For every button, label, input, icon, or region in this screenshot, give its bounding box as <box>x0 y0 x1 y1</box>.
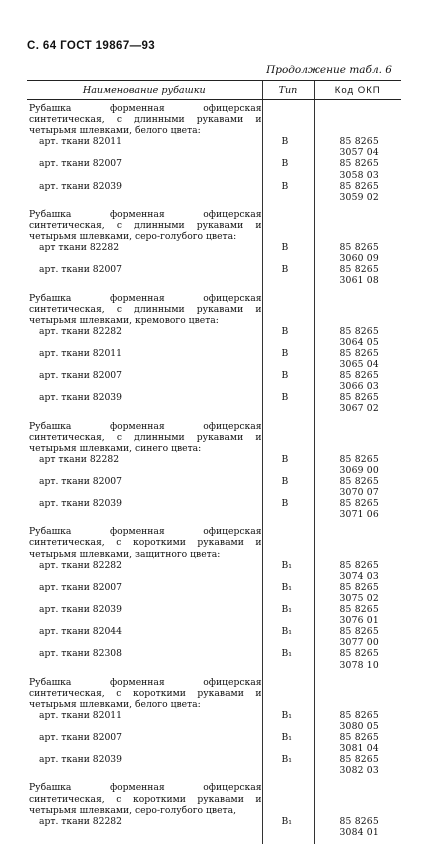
shirt-type: В₁ <box>262 560 314 582</box>
shirt-type: В₁ <box>262 604 314 626</box>
shirt-type: В <box>262 348 314 370</box>
group-description: Рубашка форменная офицерская синтетическая, с длинными рукавами и четырьмя шлевками, серо-голубого цвета: <box>29 208 262 243</box>
table-row <box>27 582 401 604</box>
fabric-article: арт. ткани 82007 <box>39 264 122 276</box>
okp-code: 85 8265 3057 04 <box>314 136 401 158</box>
okp-code: 85 8265 3067 02 <box>314 392 401 420</box>
okp-code: 85 8265 3058 03 <box>314 158 401 180</box>
shirt-type: В₁ <box>262 582 314 604</box>
group-description-row <box>27 293 401 326</box>
group-description: Рубашка форменная офицерская синтетическая, с короткими рукавами и четырьмя шлевками, белого цвета: <box>29 676 262 710</box>
fabric-article: арт. ткани 82282 <box>39 325 122 337</box>
shirt-type: В₁ <box>262 710 314 732</box>
shirt-type: В <box>262 326 314 348</box>
okp-code: 85 8265 3065 04 <box>314 348 401 370</box>
group-description-row <box>27 782 401 815</box>
fabric-article: арт. ткани 82007 <box>39 732 122 744</box>
fabric-article: арт. ткани 82039 <box>39 754 122 766</box>
shirt-type: В <box>262 392 314 420</box>
okp-code: 85 8265 3078 10 <box>314 648 401 676</box>
table-row <box>27 604 401 626</box>
okp-code: 85 8265 3076 01 <box>314 604 401 626</box>
column-header-name: Наименование рубашки <box>27 81 262 100</box>
fabric-article: арт ткани 82282 <box>39 242 120 254</box>
fabric-article: арт. ткани 82011 <box>39 347 122 359</box>
okp-code: 85 8265 3064 05 <box>314 326 401 348</box>
shirt-type: В <box>262 181 314 209</box>
group-description: Рубашка форменная офицерская синтетическая, с длинными рукавами и четырьмя шлевками, белого цвета: <box>29 103 262 137</box>
shirt-type: В <box>262 136 314 158</box>
okp-code: 85 8265 3066 03 <box>314 370 401 392</box>
okp-code: 85 8265 3084 01 <box>314 816 401 844</box>
shirt-type: В₁ <box>262 754 314 782</box>
table-row <box>27 392 401 420</box>
group-description: Рубашка форменная офицерская синтетическая, с длинными рукавами и четырьмя шлевками, кремового цвета: <box>29 292 262 326</box>
group-description: Рубашка форменная офицерская синтетическая, с короткими рукавами и четырьмя шлевками, защитного цвета: <box>29 526 262 560</box>
table-row <box>27 476 401 498</box>
fabric-article: арт. ткани 82039 <box>39 392 122 404</box>
fabric-article: арт. ткани 82039 <box>39 604 122 616</box>
shirt-type: В <box>262 242 314 264</box>
fabric-article: арт. ткани 82039 <box>39 498 122 510</box>
fabric-article: арт. ткани 82282 <box>39 815 122 827</box>
group-description-row <box>27 209 401 242</box>
fabric-article: арт. ткани 82282 <box>39 559 122 571</box>
shirt-type: В <box>262 476 314 498</box>
group-description: Рубашка форменная офицерская синтетическая, с длинными рукавами и четырьмя шлевками, синего цвета: <box>29 420 262 454</box>
table-row <box>27 710 401 732</box>
okp-code: 85 8265 3059 02 <box>314 181 401 209</box>
table-row <box>27 626 401 648</box>
fabric-article: арт. ткани 82039 <box>39 180 122 192</box>
okp-code: 85 8265 3060 09 <box>314 242 401 264</box>
table-row <box>27 264 401 292</box>
page-header: С. 64 ГОСТ 19867—93 <box>27 40 156 52</box>
shirt-type: В <box>262 454 314 476</box>
group-description: Рубашка форменная офицерская синтетическая, с короткими рукавами и четырьмя шлевками, серо-голубого цвета, <box>29 782 262 816</box>
fabric-article: арт. ткани 82007 <box>39 476 122 487</box>
shirt-type: В <box>262 370 314 392</box>
table-row <box>27 454 401 476</box>
column-header-code: Код ОКП <box>314 81 401 100</box>
table-row <box>27 181 401 209</box>
shirt-type: В₁ <box>262 816 314 844</box>
table-row <box>27 348 401 370</box>
fabric-article: арт. ткани 82011 <box>39 709 122 721</box>
okp-code: 85 8265 3082 03 <box>314 754 401 782</box>
group-description-row <box>27 677 401 710</box>
table-row <box>27 498 401 526</box>
fabric-article: арт. ткани 82308 <box>39 648 122 660</box>
shirt-type: В <box>262 498 314 526</box>
group-description-row <box>27 103 401 136</box>
okp-code: 85 8265 3081 04 <box>314 732 401 754</box>
shirt-type: В <box>262 158 314 180</box>
okp-code: 85 8265 3080 05 <box>314 710 401 732</box>
table-continuation-label: Продолжение табл. 6 <box>266 64 392 76</box>
fabric-article: арт. ткани 82007 <box>39 370 122 382</box>
table-row <box>27 648 401 676</box>
table-row <box>27 370 401 392</box>
okp-code-table <box>27 80 401 844</box>
shirt-type: В₁ <box>262 732 314 754</box>
column-header-type: Тип <box>262 81 314 100</box>
fabric-article: арт. ткани 82007 <box>39 581 122 593</box>
okp-code: 85 8265 3074 03 <box>314 560 401 582</box>
table-row <box>27 158 401 180</box>
table-row <box>27 242 401 264</box>
okp-code: 85 8265 3077 00 <box>314 626 401 648</box>
shirt-type: В₁ <box>262 648 314 676</box>
group-description-row <box>27 421 401 454</box>
shirt-type: В <box>262 264 314 292</box>
group-description-row <box>27 526 401 559</box>
okp-code: 85 8265 3061 08 <box>314 264 401 292</box>
table-row <box>27 754 401 782</box>
table-row <box>27 136 401 158</box>
okp-code: 85 8265 3069 00 <box>314 454 401 476</box>
okp-code: 85 8265 3075 02 <box>314 582 401 604</box>
okp-code: 85 8265 3071 06 <box>314 498 401 526</box>
table-row <box>27 560 401 582</box>
table-body <box>27 100 401 844</box>
table-row <box>27 816 401 844</box>
shirt-type: В₁ <box>262 626 314 648</box>
table-row <box>27 732 401 754</box>
okp-code: 85 8265 3070 07 <box>314 476 401 498</box>
fabric-article: арт ткани 82282 <box>39 453 120 465</box>
fabric-article: арт. ткани 82011 <box>39 136 122 148</box>
fabric-article: арт. ткани 82044 <box>39 626 122 638</box>
table-header-row <box>27 81 401 100</box>
fabric-article: арт. ткани 82007 <box>39 158 122 170</box>
table-row <box>27 326 401 348</box>
